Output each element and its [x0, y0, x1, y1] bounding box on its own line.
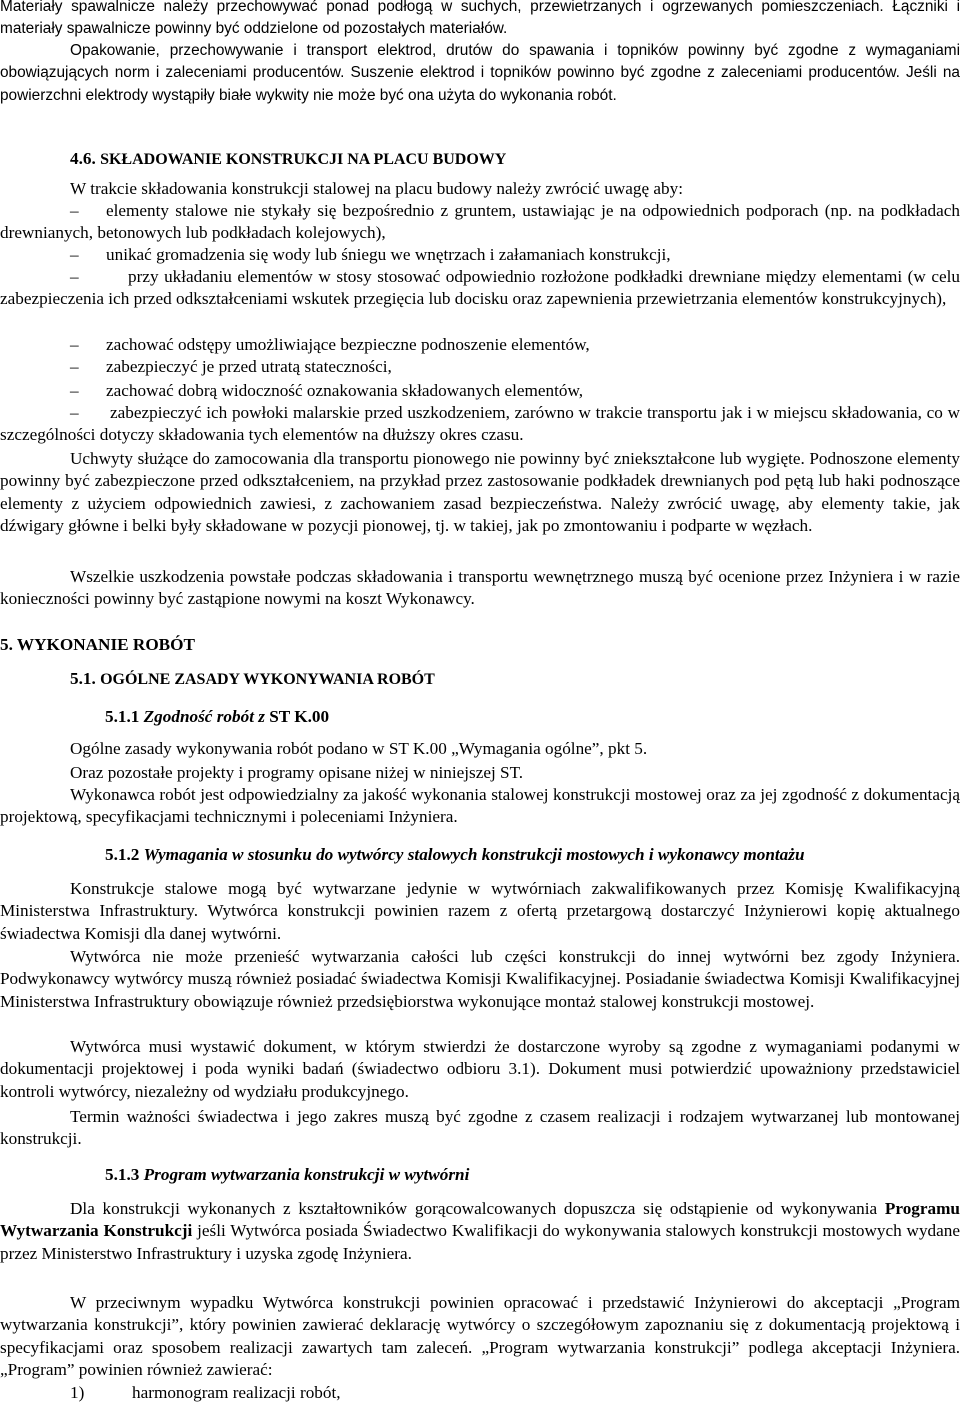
dash-marker: – — [70, 357, 79, 376]
list-item-text: zabezpieczyć ich powłoki malarskie przed uszkodzeniem, zarówno w trakcie transportu jak i w miejscu składowania, co w szczególności dotyczy składowania tych elementów na dłuższy okres czasu. — [0, 403, 960, 445]
list-item — [0, 244, 960, 266]
paragraph-hot-rolled-exception — [0, 1198, 960, 1265]
paragraph-certificate-validity: Termin ważności świadectwa i jego zakres muszą być zgodne z czasem realizacji i rodzajem wytwarzanej lub montowanej konstrukcji. — [0, 1107, 960, 1149]
section-title: OGÓLNE ZASADY WYKONYWANIA ROBÓT — [100, 671, 435, 688]
section-number: 5.1. — [70, 669, 96, 688]
paragraph-storage-intro: W trakcie składowania konstrukcji stalowej na placu budowy należy zwrócić uwagę aby: — [70, 179, 683, 198]
list-item-text: zachować odstępy umożliwiające bezpieczne podnoszenie elementów, — [106, 335, 590, 354]
dash-marker: – — [70, 381, 79, 400]
section-number: 5.1.3 — [105, 1165, 140, 1184]
paragraph-qualified-plants: Konstrukcje stalowe mogą być wytwarzane jedynie w wytwórniach zakwalifikowanych przez Komisję Kwalifikacyjną Ministerstwa Infrastruktury. Wytwórca konstrukcji powinien razem z ofertą przetargową dostarczyć Inżynierowi kopię aktualnego świadectwa Komisji dla danej wytwórni. — [0, 879, 960, 943]
section-number: 4.6. — [70, 149, 96, 168]
paragraph-text: jeśli Wytwórca posiada Świadectwo Kwalifikacji do wykonywania stalowych konstrukcji mostowych wydane przez Ministerstwo Infrastruktury i uzyska zgodę Inżyniera. — [0, 1221, 960, 1263]
section-number: 5.1.2 — [105, 845, 140, 864]
paragraph-lifting-handles: Uchwyty służące do zamocowania dla transportu pionowego nie powinny być zniekształcone lub wygięte. Podnoszone elementy powinny być zabezpieczone przed odkształceniem, na przykład przez zastosowanie podkładek drewnianych pod pętą lub haki podnoszące elementy z użyciem odpowiednich zawiesi, z zachowaniem zasad bezpieczeństwa. Należy zwrócić uwagę, aby elementy takie, jak dźwigary główne i belki były składowane w pozycji pionowej, tj. w takiej, jak po zmontowaniu i podparte w węzłach. — [0, 449, 960, 536]
paragraph-subcontractors: Wytwórca nie może przenieść wytwarzania całości lub części konstrukcji do innej wytwórni bez zgody Inżyniera. Podwykonawcy wytwórcy muszą również posiadać świadectwa Komisji Kwalifikacyjnej. Posiadanie świadectwa Komisji Kwalifikacyjnej Ministerstwa Infrastruktury obowiązuje również przedsiębiorstwa wykonujące montaż stalowej konstrukcji mostowej. — [0, 947, 960, 1011]
paragraph-welding-storage: Materiały spawalnicze należy przechowywać ponad podłogą w suchych, przewietrzanych i ogrzewanych pomieszczeniach. Łączniki i materiały spawalnicze powinny być oddzielone od pozostałych materiałów. — [0, 0, 960, 38]
section-heading-5-1 — [70, 668, 435, 691]
section-title: SKŁADOWANIE KONSTRUKCJI NA PLACU BUDOWY — [100, 151, 507, 168]
list-item — [0, 334, 960, 356]
list-item — [0, 402, 960, 447]
list-item — [0, 266, 960, 311]
list-item — [0, 380, 960, 402]
section-title: Program wytwarzania konstrukcji w wytwórni — [143, 1165, 470, 1184]
list-item-text: harmonogram realizacji robót, — [132, 1383, 341, 1402]
section-title: Zgodność robót z — [143, 707, 265, 726]
dash-marker: – — [70, 403, 79, 422]
list-item — [0, 200, 960, 245]
list-item-text: zabezpieczyć je przed utratą stateczności, — [106, 357, 392, 376]
list-item — [0, 1382, 960, 1404]
list-item-text: elementy stalowe nie stykały się bezpośrednio z gruntem, ustawiając je na odpowiednich podporach (np. na podkładach drewnianych, betonowych lub podkładach kolejowych), — [0, 201, 960, 243]
list-item — [0, 356, 960, 378]
section-heading-5-1-2 — [105, 844, 805, 866]
list-number: 1) — [70, 1383, 85, 1402]
section-heading-5-1-1 — [105, 706, 329, 728]
paragraph-electrodes-packaging: Opakowanie, przechowywanie i transport elektrod, drutów do spawania i topników powinny być zgodne z wymaganiami obowiązujących norm i zaleceniami producentów. Suszenie elektrod i topników powinno być zgodne z zaleceniami producentów. Jeśli na powierzchni elektrody wystąpiły białe wykwity nie może być ona użyta do wykonania robót. — [0, 42, 960, 104]
paragraph-general-rules: Ogólne zasady wykonywania robót podano w ST K.00 „Wymagania ogólne”, pkt 5. — [70, 739, 648, 758]
section-heading-5: 5. WYKONANIE ROBÓT — [0, 635, 195, 654]
section-heading-5-1-3 — [105, 1164, 469, 1186]
section-title-tail: ST K.00 — [269, 707, 330, 726]
paragraph-damages: Wszelkie uszkodzenia powstałe podczas składowania i transportu wewnętrznego muszą być ocenione przez Inżyniera i w razie konieczności powinny być zastąpione nowymi na koszt Wykonawcy. — [0, 567, 960, 609]
list-item-text: zachować dobrą widoczność oznakowania składowanych elementów, — [106, 381, 584, 400]
dash-marker: – — [70, 245, 79, 264]
list-item-text: przy układaniu elementów w stosy stosować odpowiednio rozłożone podkładki drewniane między elementami (w celu zabezpieczenia ich przed odkształceniami wskutek przegięcia lub docisku oraz zapewnienia przewietrzania elementów konstrukcyjnych), — [0, 267, 960, 309]
paragraph-text: Dla konstrukcji wykonanych z kształtowników gorącowalcowanych dopuszcza się odstąpienie od wykonywania — [70, 1199, 878, 1218]
list-item-text: unikać gromadzenia się wody lub śniegu we wnętrzach i załamaniach konstrukcji, — [106, 245, 671, 264]
paragraph-other-projects: Oraz pozostałe projekty i programy opisane niżej w niniejszej ST. — [70, 763, 524, 782]
program-name: Programu Wytwarzania Konstrukcji — [0, 1199, 960, 1241]
section-title: Wymagania w stosunku do wytwórcy stalowych konstrukcji mostowych i wykonawcy montażu — [143, 845, 805, 864]
dash-marker: – — [70, 267, 79, 286]
section-number: 5.1.1 — [105, 707, 140, 726]
dash-marker: – — [70, 201, 79, 220]
paragraph-production-program: W przeciwnym wypadku Wytwórca konstrukcji powinien opracować i przedstawić Inżynierowi do akceptacji „Program wytwarzania konstrukcji”, który powinien zawierać deklarację wytwórcy o szczegółowym zapoznaniu się z dokumentacją projektową i specyfikacjami oraz sposobem realizacji zawartych tam zaleceń. „Program wytwarzania konstrukcji” podlega akceptacji Inżyniera. „Program” powinien również zawierać: — [0, 1293, 960, 1380]
paragraph-contractor-responsibility: Wykonawca robót jest odpowiedzialny za jakość wykonania stalowej konstrukcji mostowej oraz za jej zgodność z dokumentacją projektową, specyfikacjami technicznymi i poleceniami Inżyniera. — [0, 785, 960, 827]
dash-marker: – — [70, 335, 79, 354]
paragraph-conformity-document: Wytwórca musi wystawić dokument, w którym stwierdzi że dostarczone wyroby są zgodne z wymaganiami podanymi w dokumentacji projektowej i poda wyniki badań (świadectwo odbioru 3.1). Dokument musi potwierdzić upoważniony przedstawiciel kontroli wytwórcy, niezależny od wydziału produkcyjnego. — [0, 1037, 960, 1101]
section-heading-4-6 — [70, 148, 506, 171]
